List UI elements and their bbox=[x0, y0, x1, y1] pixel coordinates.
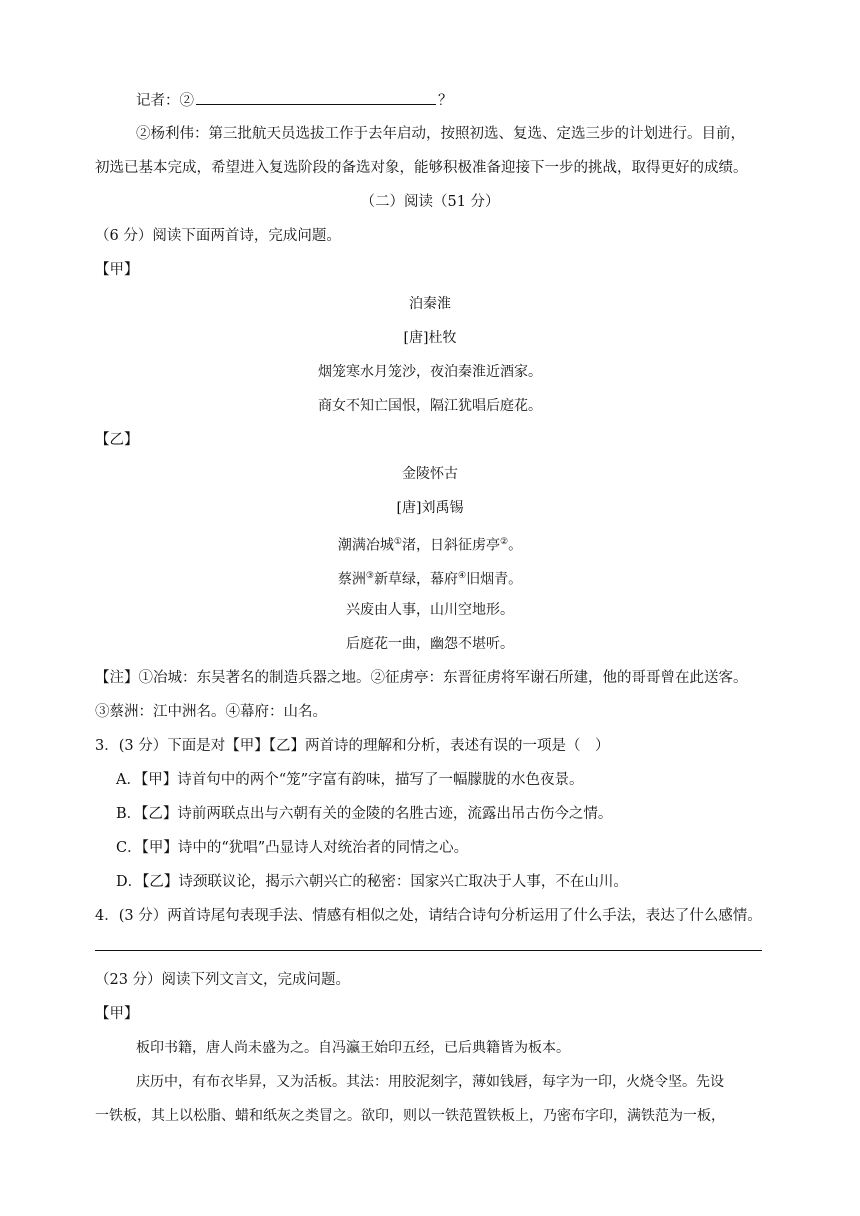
question-4-stem: 4．(3 分）两首诗尾句表现手法、情感有相似之处，请结合诗句分析运用了什么手法，表达了什么感情。 bbox=[95, 908, 762, 924]
note-mark-4: ④ bbox=[458, 571, 467, 581]
poem-yi-label: 【乙】 bbox=[95, 432, 139, 448]
answer-line-2: 初选已基本完成，希望进入复选阶段的备选对象，能够积极准备迎接下一步的挑战，取得更好的成绩。 bbox=[95, 160, 748, 176]
classical-paragraph-1: 板印书籍，唐人尚未盛为之。自冯瀛王始印五经，已后典籍皆为板本。 bbox=[136, 1040, 570, 1056]
poem-jia-title: 泊秦淮 bbox=[409, 296, 451, 312]
poem-yi-line-3: 兴废由人事，山川空地形。 bbox=[346, 602, 514, 618]
poem-jia-author: [唐]杜牧 bbox=[403, 330, 457, 346]
reporter-suffix: ？ bbox=[438, 93, 453, 109]
poem-yi-line-2: 蔡洲③新草绿，幕府④旧烟青。 bbox=[337, 571, 523, 588]
section-title: （二）阅读（51 分） bbox=[360, 194, 500, 210]
poem-jia-line-2: 商女不知亡国恨，隔江犹唱后庭花。 bbox=[318, 398, 542, 414]
poem-jia-label: 【甲】 bbox=[95, 262, 139, 278]
note-mark-3: ③ bbox=[365, 571, 374, 581]
poem-jia-line-1: 烟笼寒水月笼沙，夜泊秦淮近酒家。 bbox=[318, 364, 542, 380]
classical-paragraph-2-line-1: 庆历中，有布衣毕昇，又为活板。其法：用胶泥刻字，薄如钱唇，每字为一印，火烧令坚。先设 bbox=[136, 1074, 724, 1090]
answer-line[interactable] bbox=[95, 950, 762, 951]
reporter-question-line bbox=[136, 90, 453, 111]
poem-notes-line-1: 【注】①冶城：东吴著名的制造兵器之地。②征虏亭：东晋征虏将军谢石所建，他的哥哥曾在此送客。 bbox=[95, 670, 748, 686]
poem-yi-line-4: 后庭花一曲，幽怨不堪听。 bbox=[346, 636, 514, 652]
reporter-prefix: 记者：② bbox=[136, 93, 194, 109]
answer-blank[interactable] bbox=[196, 90, 436, 105]
poem-yi-line-1: 潮满冶城①渚，日斜征虏亭②。 bbox=[337, 537, 523, 554]
question-3-option-d[interactable]: D．【乙】诗颈联议论，揭示六朝兴亡的秘密：国家兴亡取决于人事，不在山川。 bbox=[116, 874, 628, 890]
note-mark-1: ① bbox=[393, 537, 402, 547]
question-3-stem: 3．(3 分）下面是对【甲】【乙】两首诗的理解和分析，表述有误的一项是（ ） bbox=[95, 738, 610, 754]
poem-yi-author: [唐]刘禹锡 bbox=[396, 500, 464, 516]
poem-notes-line-2: ③蔡洲：江中洲名。④幕府：山名。 bbox=[95, 704, 327, 720]
poems-intro: （6 分）阅读下面两首诗，完成问题。 bbox=[95, 228, 341, 244]
question-3-option-b[interactable]: B．【乙】诗前两联点出与六朝有关的金陵的名胜古迹，流露出吊古伤今之情。 bbox=[116, 806, 613, 822]
question-3-option-c[interactable]: C．【甲】诗中的“犹唱”凸显诗人对统治者的同情之心。 bbox=[116, 840, 469, 856]
note-mark-2: ② bbox=[500, 537, 509, 547]
classical-intro: （23 分）阅读下列文言文，完成问题。 bbox=[95, 972, 351, 988]
classical-paragraph-2-line-2: 一铁板，其上以松脂、蜡和纸灰之类冒之。欲印，则以一铁范置铁板上，乃密布字印，满铁范为一板， bbox=[95, 1108, 725, 1124]
question-3-option-a[interactable]: A．【甲】诗首句中的两个“笼”字富有韵味，描写了一幅朦胧的水色夜景。 bbox=[116, 772, 584, 788]
answer-line-1: ②杨利伟：第三批航天员选拔工作于去年启动，按照初选、复选、定选三步的计划进行。目前， bbox=[136, 126, 745, 142]
poem-yi-title: 金陵怀古 bbox=[402, 466, 458, 482]
classical-jia-label: 【甲】 bbox=[95, 1006, 139, 1022]
